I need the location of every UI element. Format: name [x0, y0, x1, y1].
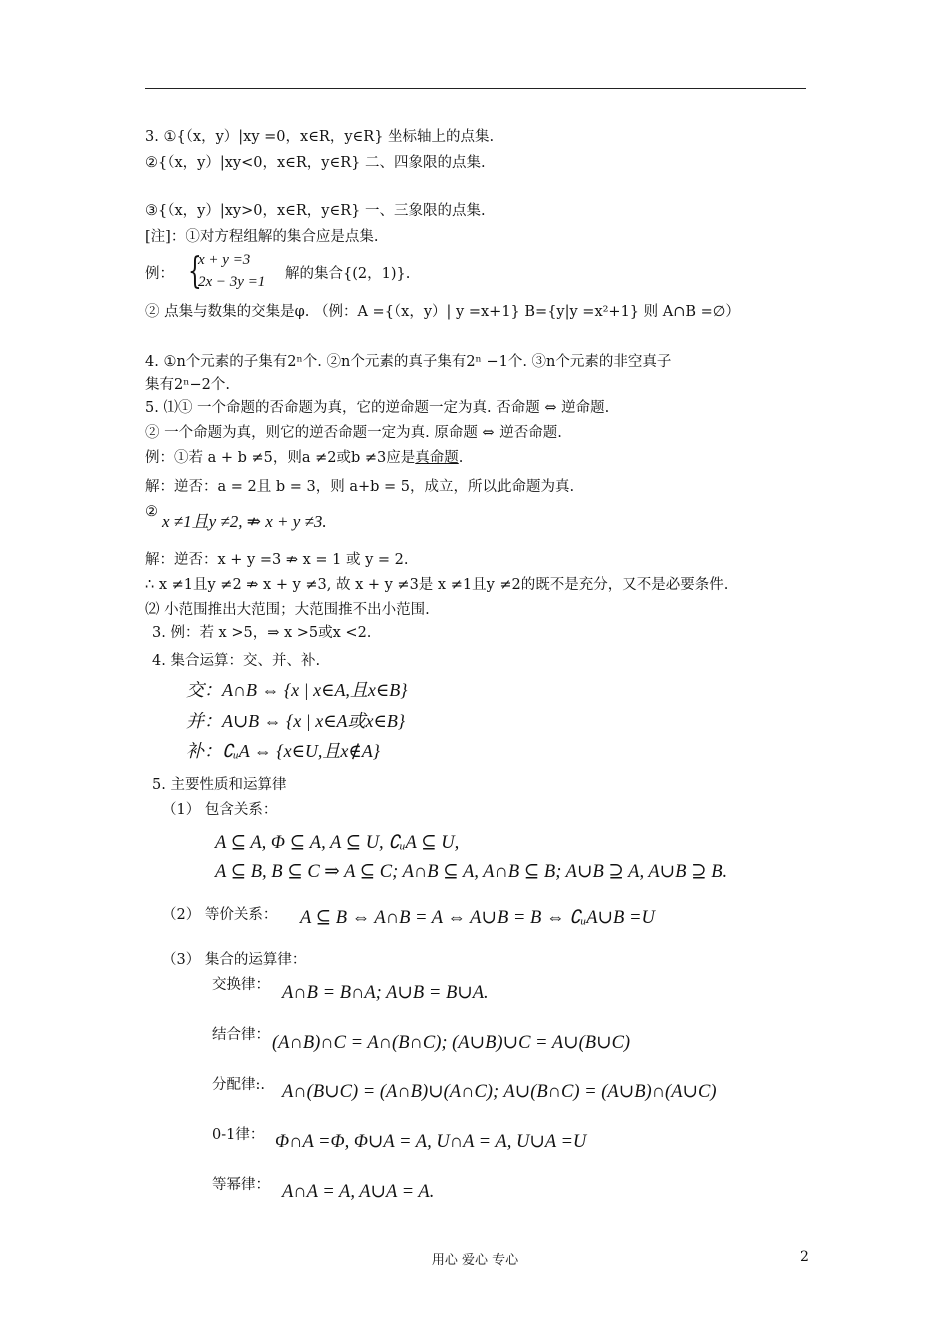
period: .: [458, 450, 464, 466]
text-line: 解：逆否：x + y =3 ⇏ x = 1 或 y = 2.: [145, 552, 409, 568]
header-rule: [145, 88, 806, 89]
union-def: 并：A∪B ⇔ {x | x∈A或x∈B}: [186, 711, 406, 731]
law-label: 交换律：: [212, 977, 270, 993]
equation-system: [188, 252, 278, 294]
equation-1: x + y =3: [198, 252, 251, 268]
law-label: 等幂律：: [212, 1177, 270, 1193]
formula-line: x ≠1且y ≠2, ⇏ x + y ≠3.: [162, 512, 327, 531]
formula-line: (A∩B)∩C = A∩(B∩C); (A∪B)∪C = A∪(B∪C): [272, 1033, 631, 1053]
text-line: ∴ x ≠1且y ≠2 ⇏ x + y ≠3, 故 x + y ≠3是 x ≠1且y ≠2的既不是充分，又不是必要条件.: [145, 577, 729, 593]
text-line: [145, 448, 463, 468]
text-line: 4. 集合运算：交、并、补.: [152, 653, 321, 669]
formula-line: A∩B = B∩A; A∪B = B∪A.: [282, 983, 489, 1003]
text-line: ②{（x，y）|xy<0，x∈R，y∈R} 二、四象限的点集.: [145, 155, 486, 171]
underlined-answer: 真命题: [415, 450, 459, 466]
text-line: ②: [145, 504, 158, 520]
brace-glyph: {: [188, 251, 202, 292]
formula-line: A ⊆ B, B ⊆ C ⇒ A ⊆ C; A∩B ⊆ A, A∩B ⊆ B; A∪B ⊇ A, A∪B ⊇ B.: [215, 862, 728, 882]
text-line: 解的集合{(2，1)}.: [285, 266, 411, 282]
formula-line: A∩(B∪C) = (A∩B)∪(A∩C); A∪(B∩C) = (A∪B)∩(A∪C): [282, 1082, 717, 1102]
text-line: ⑵ 小范围推出大范围；大范围推不出小范围.: [145, 602, 430, 618]
section-heading: 5. 主要性质和运算律: [152, 777, 287, 793]
page-footer: 用心 爱心 专心: [431, 1253, 519, 1268]
text-line: 5. ⑴① 一个命题的否命题为真，它的逆命题一定为真. 否命题 ⇔ 逆命题.: [145, 400, 610, 416]
text-line: 例：: [145, 266, 174, 282]
text-line: 解：逆否：a = 2且 b = 3，则 a+b = 5，成立，所以此命题为真.: [145, 479, 575, 495]
text-line: 3. 例：若 x >5，⇒ x >5或x <2.: [152, 625, 372, 641]
law-label: 0-1律：: [212, 1127, 265, 1143]
text-line: ② 一个命题为真，则它的逆否命题一定为真. 原命题 ⇔ 逆否命题.: [145, 425, 562, 441]
law-label: 分配律:.: [212, 1077, 265, 1093]
subsection-heading: （2） 等价关系：: [162, 907, 278, 923]
intersection-def: 交：A∩B ⇔ {x | x∈A,且x∈B}: [186, 680, 408, 700]
text-line: 4. ①n个元素的子集有2ⁿ个. ②n个元素的真子集有2ⁿ −1个. ③n个元素的非空真子: [145, 354, 672, 370]
subsection-heading: （1） 包含关系：: [162, 802, 278, 818]
text-line: [注]：①对方程组解的集合应是点集.: [145, 229, 379, 245]
complement-def: 补：∁ᵤA ⇔ {x∈U,且x∉A}: [186, 741, 380, 761]
text-line: ② 点集与数集的交集是φ. （例：A ={（x，y）| y =x+1} B={y|y =x²+1} 则 A∩B =∅）: [145, 304, 740, 320]
formula-line: A∩A = A, A∪A = A.: [282, 1182, 435, 1202]
text-line: ③{（x，y）|xy>0，x∈R，y∈R} 一、三象限的点集.: [145, 203, 486, 219]
subsection-heading: （3） 集合的运算律：: [162, 952, 307, 968]
text-line: 集有2ⁿ−2个.: [145, 377, 230, 393]
formula-line: Φ∩A =Φ, Φ∪A = A, U∩A = A, U∪A =U: [275, 1132, 587, 1152]
page-number: 2: [800, 1249, 809, 1265]
text-line: 3. ①{（x，y）|xy =0，x∈R，y∈R} 坐标轴上的点集.: [145, 129, 495, 145]
formula-line: A ⊆ B ⇔ A∩B = A ⇔ A∪B = B ⇔ ∁ᵤA∪B =U: [300, 908, 655, 928]
formula-line: A ⊆ A, Φ ⊆ A, A ⊆ U, ∁ᵤA ⊆ U,: [215, 833, 460, 853]
law-label: 结合律：: [212, 1027, 270, 1043]
example-text: 例：①若 a + b ≠5，则a ≠2或b ≠3应是: [145, 450, 416, 466]
equation-2: 2x − 3y =1: [198, 274, 266, 290]
